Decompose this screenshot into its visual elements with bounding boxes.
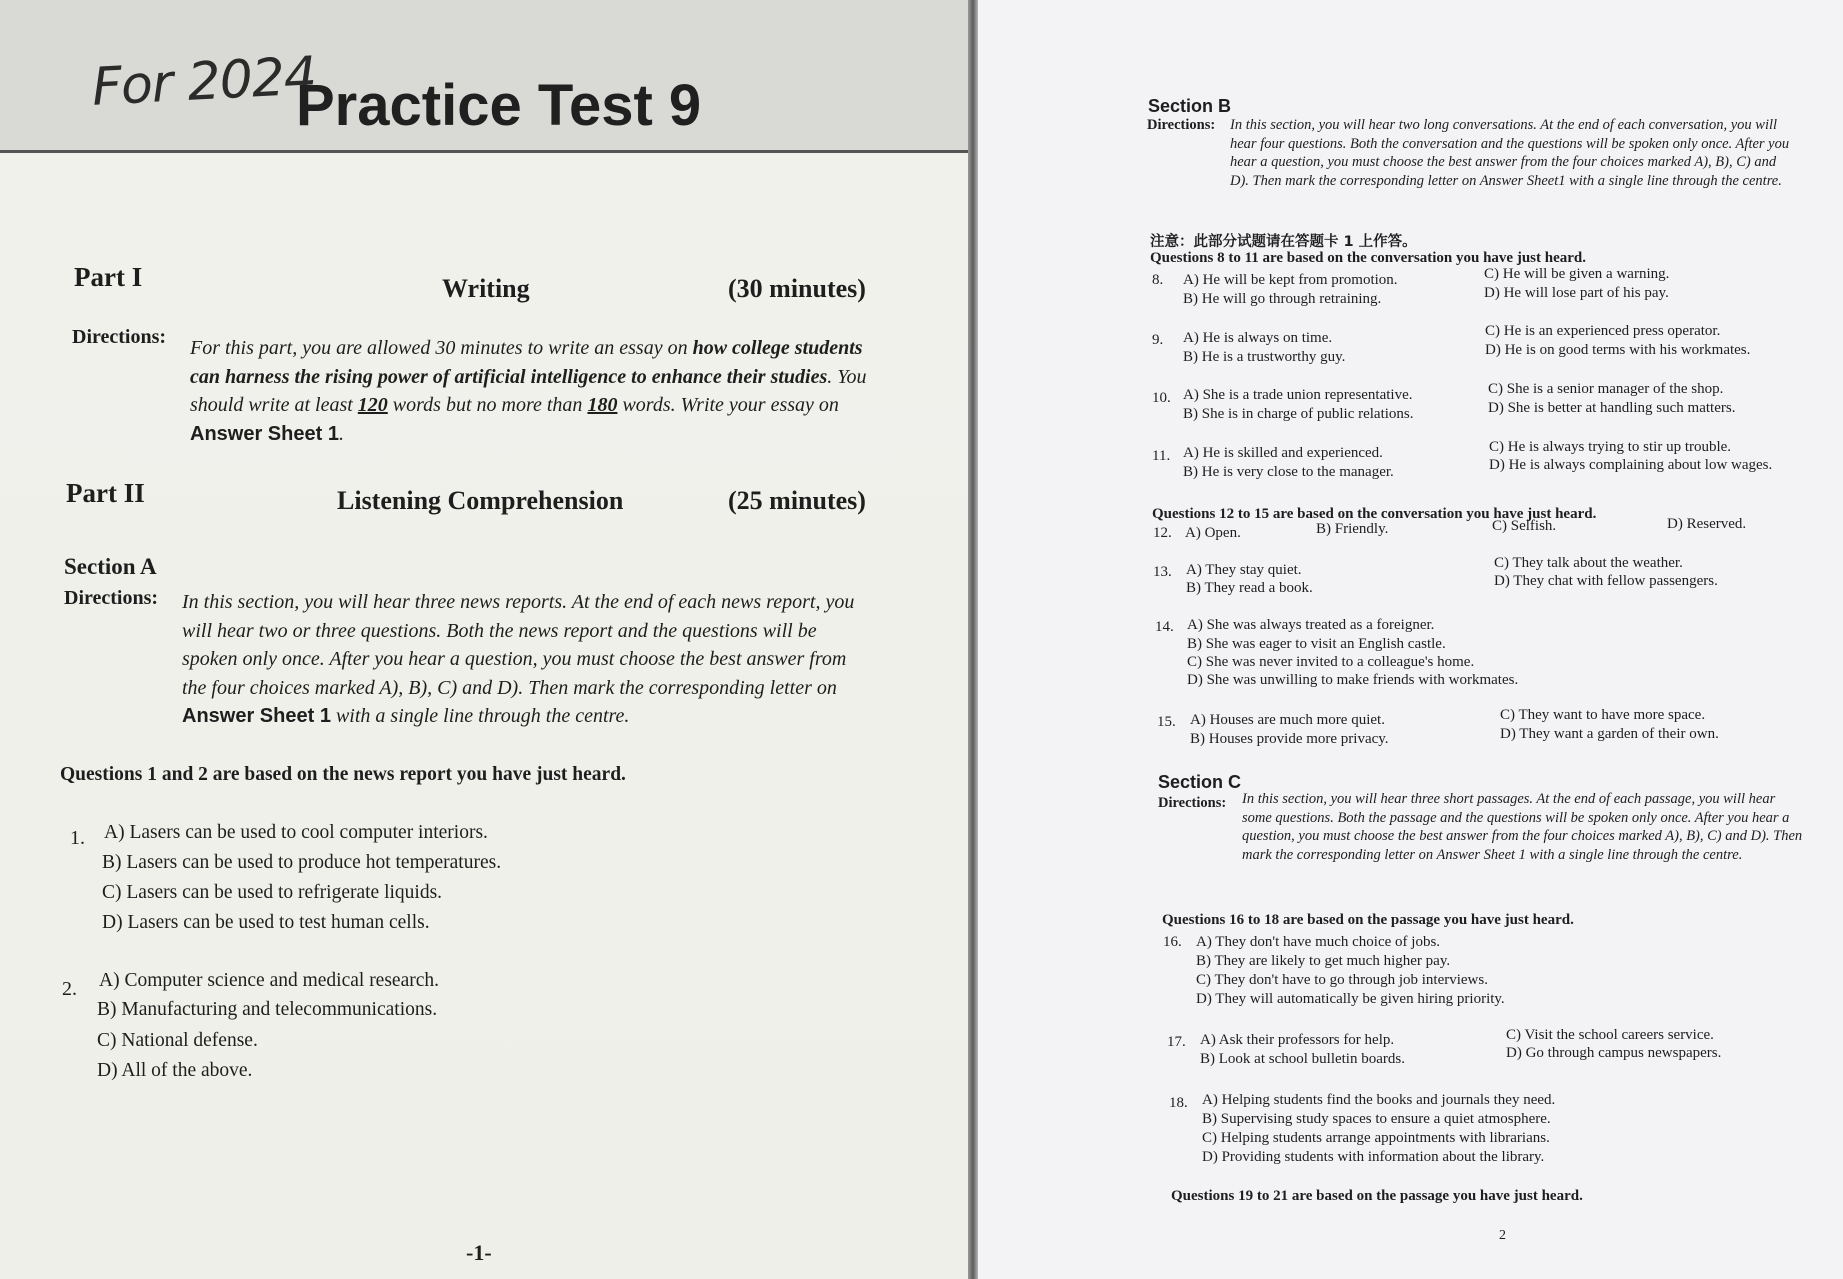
option-a: A) Ask their professors for help. bbox=[1200, 1032, 1395, 1048]
question-number: 8. bbox=[1152, 272, 1164, 288]
option-a: A) Computer science and medical research. bbox=[99, 970, 440, 991]
option-b: B) They are likely to get much higher pay. bbox=[1196, 953, 1451, 969]
option-d: D) Lasers can be used to test human cells. bbox=[102, 912, 430, 933]
option-d: D) Go through campus newspapers. bbox=[1506, 1045, 1722, 1061]
questions-1-2-heading: Questions 1 and 2 are based on the news report you have just heard. bbox=[60, 764, 626, 785]
option-a: A) They stay quiet. bbox=[1186, 562, 1302, 578]
option-b: B) He is very close to the manager. bbox=[1183, 464, 1394, 480]
option-a: A) They don't have much choice of jobs. bbox=[1196, 934, 1441, 950]
section-c-directions-text: In this section, you will hear three short passages. At the end of each passage, you will hear some questions. Both the passage and the questions will be spoken only once. After you hear a question, you must choose the best answer from the four choices marked A), B), C) and D). Then mark the corresponding letter on Answer Sheet 1 with a single line through the centre. bbox=[1242, 791, 1803, 863]
option-d: D) They will automatically be given hiring priority. bbox=[1196, 991, 1505, 1007]
option-a: A) Helping students find the books and journals they need. bbox=[1202, 1092, 1556, 1108]
page-title: Practice Test 9 bbox=[296, 73, 702, 138]
question-number: 15. bbox=[1157, 714, 1176, 730]
option-b: B) He is a trustworthy guy. bbox=[1183, 349, 1346, 365]
answer-sheet-ref: Answer Sheet 1 bbox=[182, 705, 331, 727]
option-c: C) Visit the school careers service. bbox=[1506, 1027, 1714, 1043]
question-number: 17. bbox=[1167, 1034, 1186, 1050]
option-c: C) They talk about the weather. bbox=[1494, 555, 1683, 571]
option-b: B) Supervising study spaces to ensure a quiet atmosphere. bbox=[1202, 1111, 1551, 1127]
option-d: D) They want a garden of their own. bbox=[1500, 726, 1719, 742]
option-c: C) Selfish. bbox=[1492, 518, 1557, 534]
section-b-directions-text: In this section, you will hear two long conversations. At the end of each conversation, you will hear four questions. Both the conversation and the questions will be spoken only once. After you hear a question, you must choose the best answer from the four choices marked A), B), C) and D). Then mark the corresponding letter on Answer Sheet1 with a single line through the centre. bbox=[1230, 117, 1790, 189]
question-number: 12. bbox=[1153, 525, 1172, 541]
option-a: A) She is a trade union representative. bbox=[1183, 387, 1413, 403]
option-c: C) She was never invited to a colleague's home. bbox=[1187, 654, 1475, 670]
option-d: D) Providing students with information about the library. bbox=[1202, 1149, 1545, 1165]
option-b: B) Manufacturing and telecommunications. bbox=[97, 999, 438, 1020]
essay-topic: how college students can harness the rising power of artificial intelligence to enhance their studies bbox=[190, 337, 863, 388]
part1-time: (30 minutes) bbox=[728, 274, 866, 303]
option-d: D) He is on good terms with his workmates. bbox=[1485, 342, 1751, 358]
section-a-directions-label: Directions: bbox=[64, 587, 159, 609]
question-number: 10. bbox=[1152, 390, 1171, 406]
option-c: C) He is an experienced press operator. bbox=[1485, 323, 1721, 339]
question-number: 16. bbox=[1163, 934, 1182, 950]
option-b: B) She is in charge of public relations. bbox=[1183, 406, 1414, 422]
part2-label: Part II bbox=[66, 478, 145, 508]
option-d: D) He will lose part of his pay. bbox=[1484, 285, 1669, 301]
option-c: C) He is always trying to stir up trouble. bbox=[1489, 439, 1732, 455]
option-d: D) He is always complaining about low wages. bbox=[1489, 457, 1773, 473]
option-d: D) All of the above. bbox=[97, 1060, 253, 1081]
section-c-directions-label: Directions: bbox=[1158, 795, 1227, 811]
part2-title: Listening Comprehension bbox=[337, 486, 624, 515]
min-words: 120 bbox=[357, 394, 388, 416]
option-a: A) Lasers can be used to cool computer interiors. bbox=[104, 822, 488, 843]
section-a-directions-text: In this section, you will hear three news reports. At the end of each news report, you will hear two or three questions. Both the news report and the questions will be spoken only once. After you hear a question, you must choose the best answer from the four choices marked A), B), C) and D). Then mark the corresponding letter on Answer Sheet 1 with a single line through the centre. bbox=[182, 591, 855, 727]
question-number: 13. bbox=[1153, 564, 1172, 580]
option-c: C) They want to have more space. bbox=[1500, 707, 1706, 723]
option-b: B) Look at school bulletin boards. bbox=[1200, 1051, 1405, 1067]
questions-16-18-heading: Questions 16 to 18 are based on the passage you have just heard. bbox=[1162, 912, 1574, 928]
question-number: 9. bbox=[1152, 332, 1164, 348]
part2-time: (25 minutes) bbox=[728, 486, 866, 515]
option-d: D) Reserved. bbox=[1667, 516, 1747, 532]
section-b-directions-label: Directions: bbox=[1147, 117, 1216, 133]
part1-title: Writing bbox=[442, 274, 530, 303]
section-b-label: Section B bbox=[1148, 96, 1232, 116]
option-b: B) Friendly. bbox=[1316, 521, 1389, 537]
answer-sheet-note: 注意：此部分试题请在答题卡 1 上作答。 bbox=[1150, 234, 1417, 250]
option-c: C) She is a senior manager of the shop. bbox=[1488, 381, 1724, 397]
question-number: 11. bbox=[1152, 448, 1171, 464]
question-number: 2. bbox=[62, 978, 77, 1000]
part1-directions-text: For this part, you are allowed 30 minutes to write an essay on how college students can harness the rising power of artificial intelligence to enhance their studies. You should write at least 120 words but no more than 180 words. Write your essay on Answer Sheet 1. bbox=[190, 337, 867, 445]
question-number: 1. bbox=[70, 827, 85, 849]
right-page bbox=[978, 0, 1843, 1279]
option-c: C) He will be given a warning. bbox=[1484, 266, 1670, 282]
option-a: A) Open. bbox=[1185, 525, 1241, 541]
questions-19-21-heading: Questions 19 to 21 are based on the passage you have just heard. bbox=[1171, 1188, 1583, 1204]
header-divider bbox=[0, 150, 968, 153]
max-words: 180 bbox=[587, 394, 618, 416]
part1-directions-label: Directions: bbox=[72, 326, 167, 348]
questions-8-11-heading: Questions 8 to 11 are based on the conversation you have just heard. bbox=[1150, 250, 1586, 266]
questions-12-15-heading: Questions 12 to 15 are based on the conversation you have just heard. bbox=[1152, 506, 1597, 522]
option-b: B) Lasers can be used to produce hot temperatures. bbox=[102, 852, 502, 873]
section-a-label: Section A bbox=[64, 554, 157, 579]
page-number: -1- bbox=[466, 1240, 492, 1265]
option-a: A) Houses are much more quiet. bbox=[1190, 712, 1385, 728]
option-b: B) He will go through retraining. bbox=[1183, 291, 1382, 307]
part1-label: Part I bbox=[74, 262, 143, 292]
page-number: 2 bbox=[1499, 1228, 1506, 1243]
option-a: A) He is always on time. bbox=[1183, 330, 1333, 346]
book-gutter bbox=[968, 0, 978, 1279]
option-b: B) They read a book. bbox=[1186, 580, 1313, 596]
option-c: C) They don't have to go through job interviews. bbox=[1196, 972, 1488, 988]
option-a: A) He will be kept from promotion. bbox=[1183, 272, 1398, 288]
option-d: D) She was unwilling to make friends with workmates. bbox=[1187, 672, 1519, 688]
answer-sheet-ref: Answer Sheet 1 bbox=[190, 422, 339, 445]
option-b: B) She was eager to visit an English castle. bbox=[1187, 636, 1446, 652]
option-d: D) She is better at handling such matters. bbox=[1488, 400, 1736, 416]
handwritten-note: For 2024 bbox=[90, 46, 318, 118]
question-number: 18. bbox=[1169, 1095, 1188, 1111]
option-c: C) Lasers can be used to refrigerate liquids. bbox=[102, 882, 443, 903]
question-number: 14. bbox=[1155, 619, 1174, 635]
option-d: D) They chat with fellow passengers. bbox=[1494, 573, 1718, 589]
section-c-label: Section C bbox=[1158, 772, 1242, 792]
option-a: A) She was always treated as a foreigner. bbox=[1187, 617, 1435, 633]
option-a: A) He is skilled and experienced. bbox=[1183, 445, 1383, 461]
option-b: B) Houses provide more privacy. bbox=[1190, 731, 1389, 747]
option-c: C) Helping students arrange appointments with librarians. bbox=[1202, 1130, 1550, 1146]
option-c: C) National defense. bbox=[97, 1030, 258, 1051]
